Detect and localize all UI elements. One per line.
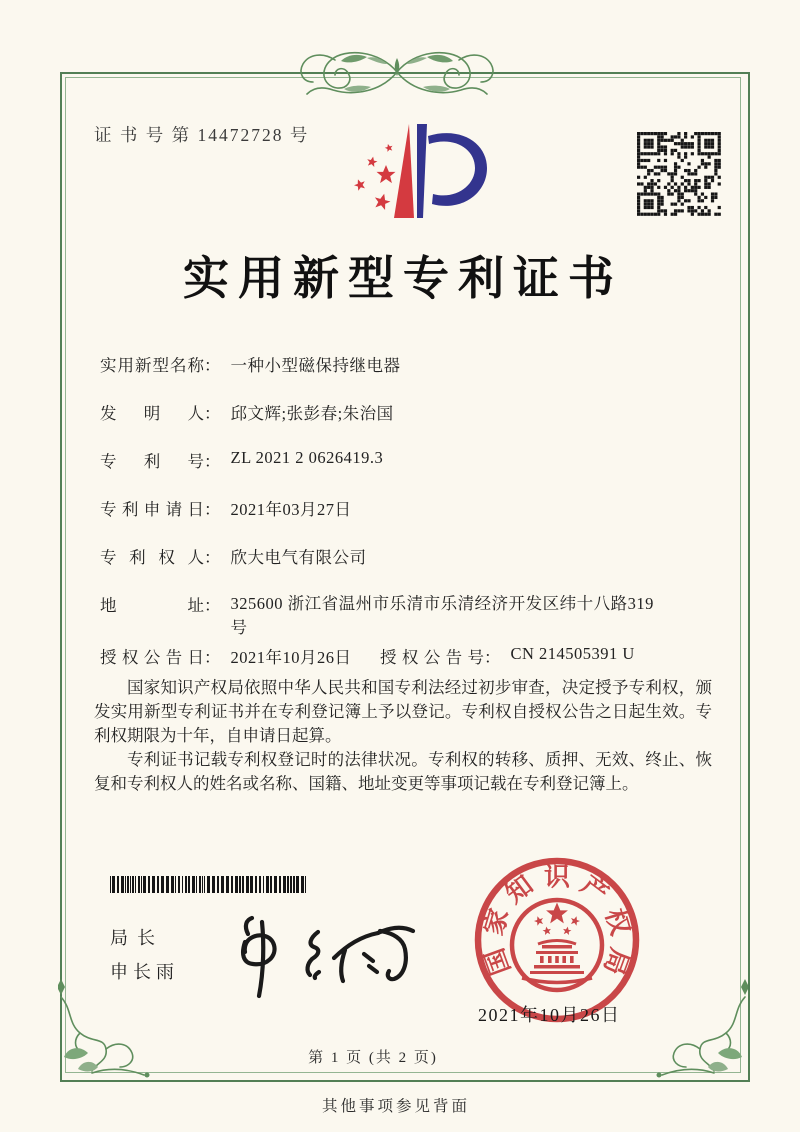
field-colon: ： [204,452,221,471]
field-value: CN 214505391 U [510,644,635,663]
field-group-grant-no [380,644,635,668]
field-label: 专利号 [100,452,204,471]
field-label: 专利权人 [100,548,204,567]
field-row-patent-no [100,448,383,472]
legal-paragraph-2: 专利证书记载专利权登记时的法律状况。专利权的转移、质押、无效、终止、恢复和专利权人的姓名或名称、国籍、地址变更等事项记载在专利登记簿上。 [94,750,712,793]
field-value: ZL 2021 2 0626419.3 [230,448,384,467]
logo-blue-p-bowl [428,133,487,206]
field-value: 325600 浙江省温州市乐清市乐清经济开发区纬十八路319号 [230,594,654,637]
field-row-patentee [100,544,367,568]
field-colon: ： [204,500,221,519]
field-colon: ： [204,548,221,567]
field-label: 地址 [100,596,204,615]
field-value: 欣大电气有限公司 [230,548,367,567]
certificate-number: 证 书 号 第 14472728 号 [94,125,310,145]
field-label: 授权公告号 [380,648,484,667]
seal-char: 识 [543,862,571,892]
field-label: 实用新型名称 [100,356,204,375]
field-colon: ： [204,356,221,375]
legal-text-section [94,676,712,796]
logo-blue-bar [417,124,427,218]
seal-char: 家 [478,905,515,939]
certificate-title: 实用新型专利证书 [183,253,623,304]
field-row-filing-date [100,496,352,520]
seal-char: 国 [479,944,516,979]
field-value: 一种小型磁保持继电器 [230,356,401,375]
legal-paragraph-1: 国家知识产权局依照中华人民共和国专利法经过初步审查，决定授予专利权，颁发实用新型专利证书并在专利登记簿上予以登记。专利权自授权公告之日起生效。专利权期限为十年，自申请日起算。 [94,678,712,745]
field-label: 发明人 [100,404,204,423]
field-label: 授权公告日 [100,648,204,667]
field-row-inventors [100,400,394,424]
top-flourish-ornament [283,44,511,100]
logo-red-triangle [394,124,414,218]
signature-handwriting [222,882,432,1002]
commissioner-title: 局长 [110,928,164,948]
logo-stars [353,143,396,211]
field-row-address [100,592,663,640]
field-colon: ： [484,648,501,667]
commissioner-name: 申长雨 [110,962,179,982]
field-row-grant [100,644,635,668]
field-row-utility-name [100,352,401,376]
field-label: 专利申请日 [100,500,204,519]
qr-code [637,132,721,216]
field-colon: ： [204,648,221,667]
seal-char: 局 [598,944,635,979]
seal-char: 产 [575,870,614,909]
field-colon: ： [204,596,221,615]
seal-national-emblem [512,900,602,990]
seal-char: 权 [599,905,636,939]
field-value: 2021年10月26日 [230,648,352,667]
cnipa-logo-icon [336,118,526,238]
field-value: 邱文辉;张彭春;朱治国 [230,404,394,423]
back-side-note: 其他事项参见背面 [321,1098,470,1115]
field-value: 2021年03月27日 [230,500,352,519]
seal-char: 知 [500,870,539,909]
field-colon: ： [204,404,221,423]
page-number: 第 1 页 (共 2 页) [308,1050,438,1066]
seal-date: 2021年10月26日 [478,1005,621,1025]
